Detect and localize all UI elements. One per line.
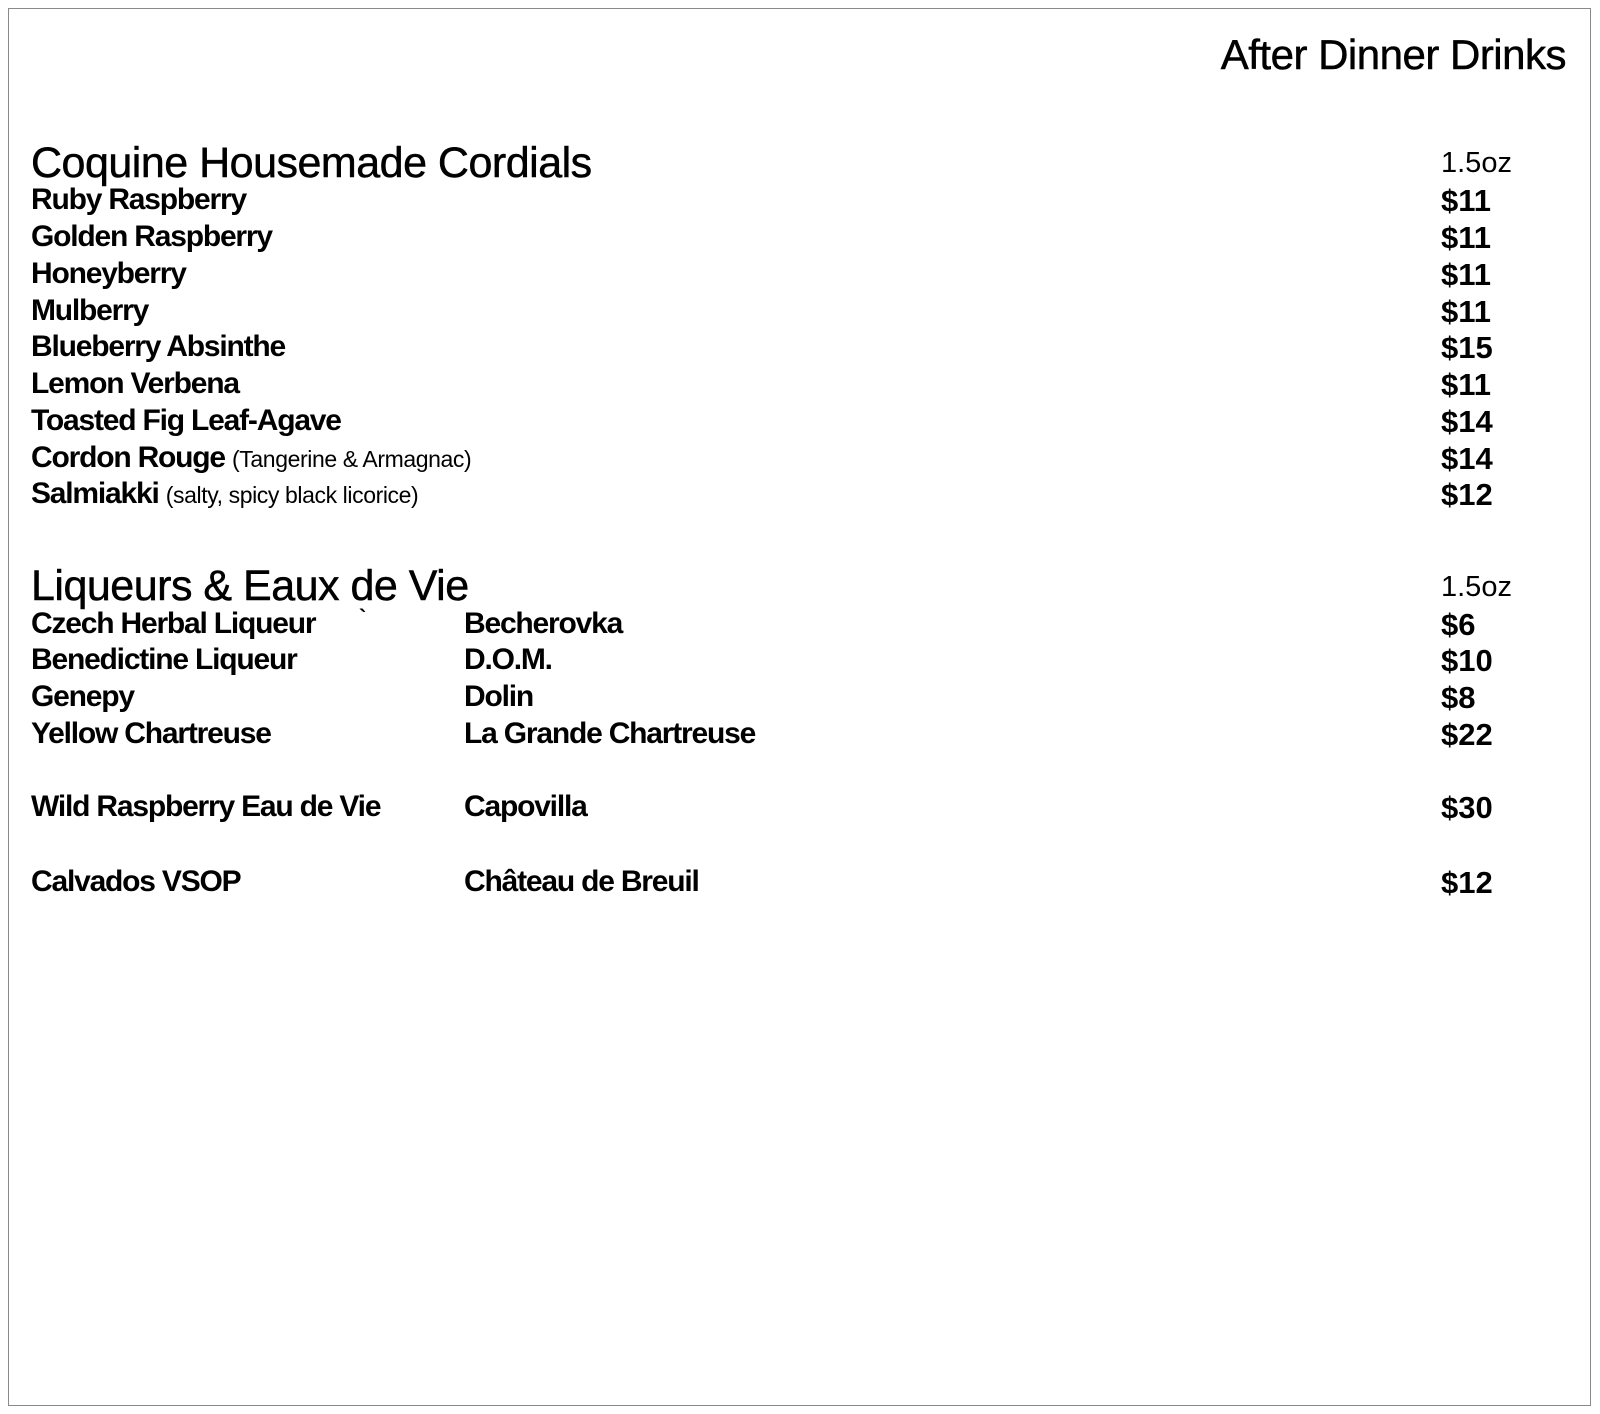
item-price: $11 xyxy=(1441,220,1492,255)
item-maker: La Grande Chartreuse xyxy=(464,717,756,750)
list-item xyxy=(31,443,1561,480)
item-name: Genepy xyxy=(31,680,134,713)
menu-page xyxy=(8,8,1591,1406)
item-name: Blueberry Absinthe xyxy=(31,330,286,363)
item-maker: Capovilla xyxy=(464,790,587,823)
item-name: Wild Raspberry Eau de Vie xyxy=(31,790,381,823)
item-price: $8 xyxy=(1441,680,1476,715)
page-title: After Dinner Drinks xyxy=(1220,31,1566,78)
item-maker: Château de Breuil xyxy=(464,865,699,898)
item-name: Calvados VSOP xyxy=(31,865,241,898)
item-price: $15 xyxy=(1441,330,1493,365)
item-name: Honeyberry xyxy=(31,257,186,290)
item-name: Benedictine Liqueur xyxy=(31,643,297,676)
table-row xyxy=(31,792,1561,829)
item-price: $10 xyxy=(1441,643,1493,678)
item-price: $14 xyxy=(1441,441,1493,476)
item-name: Yellow Chartreuse xyxy=(31,717,271,750)
table-row xyxy=(31,605,1561,646)
item-maker: Becherovka xyxy=(464,607,623,640)
item-name: Cordon Rouge (Tangerine & Armagnac) xyxy=(31,441,472,474)
list-item xyxy=(31,185,1561,222)
cordials-heading: Coquine Housemade Cordials xyxy=(31,139,592,187)
item-price: $22 xyxy=(1441,717,1493,752)
item-price: $11 xyxy=(1441,257,1492,292)
item-name: Mulberry xyxy=(31,294,149,327)
list-item xyxy=(31,406,1561,443)
item-name: Golden Raspberry xyxy=(31,220,272,253)
item-price: $30 xyxy=(1441,790,1493,825)
item-maker: Dolin xyxy=(464,680,533,713)
list-item xyxy=(31,259,1561,296)
table-row xyxy=(31,682,1561,719)
list-item xyxy=(31,296,1561,333)
item-price: $12 xyxy=(1441,477,1493,512)
table-row xyxy=(31,645,1561,682)
table-row xyxy=(31,719,1561,756)
list-item xyxy=(31,479,1561,516)
liqueurs-heading: Liqueurs & Eaux de Vie xyxy=(31,562,469,610)
item-name: Salmiakki (salty, spicy black licorice) xyxy=(31,477,419,510)
list-item xyxy=(31,369,1561,406)
item-price: $11 xyxy=(1441,294,1492,329)
item-maker: D.O.M. xyxy=(464,643,552,676)
item-name: Czech Herbal Liqueur xyxy=(31,607,316,640)
item-name: Ruby Raspberry xyxy=(31,183,246,216)
list-item xyxy=(31,222,1561,259)
cordials-unit: 1.5oz xyxy=(1441,147,1512,179)
item-price: $6 xyxy=(1441,607,1476,642)
item-price: $12 xyxy=(1441,865,1493,900)
item-name: Toasted Fig Leaf-Agave xyxy=(31,404,341,437)
stray-tick-mark: ` xyxy=(359,605,367,630)
item-name: Lemon Verbena xyxy=(31,367,239,400)
liqueurs-unit: 1.5oz xyxy=(1441,571,1512,603)
item-price: $11 xyxy=(1441,367,1492,402)
item-price: $14 xyxy=(1441,404,1493,439)
item-price: $11 xyxy=(1441,183,1492,218)
list-item xyxy=(31,332,1561,369)
table-row xyxy=(31,867,1561,904)
